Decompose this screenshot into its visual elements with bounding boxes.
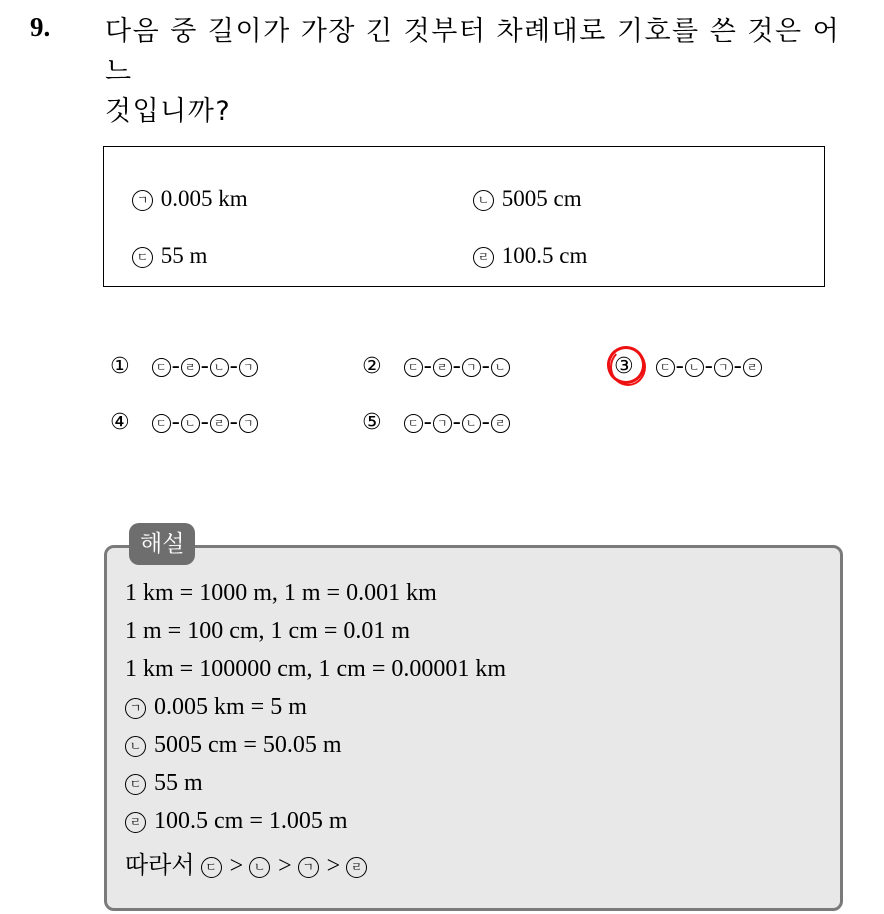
- choice-sequence: [404, 409, 510, 435]
- choice-1[interactable]: [110, 353, 258, 380]
- sequence-dash: -: [229, 409, 238, 435]
- convert-text: 5005 cm = 50.05 m: [154, 732, 342, 758]
- convert-symbol: ㄴ: [125, 736, 146, 757]
- sequence-dash: -: [423, 409, 432, 435]
- conclusion-prefix: 따라서: [125, 851, 195, 879]
- sequence-symbol: ㄱ: [462, 358, 481, 377]
- sequence-symbol: ㄱ: [239, 414, 258, 433]
- convert-text: 0.005 km = 5 m: [154, 694, 307, 720]
- choice-number: ②: [362, 354, 382, 379]
- sequence-dash: -: [200, 409, 209, 435]
- item-value: 100.5 cm: [501, 243, 588, 268]
- choice-2[interactable]: [362, 353, 510, 380]
- choice-sequence: [656, 353, 762, 379]
- solution-line-2: 1 m = 100 cm, 1 cm = 0.01 m: [125, 618, 411, 644]
- solution-line-3: 1 km = 100000 cm, 1 cm = 0.00001 km: [125, 656, 507, 682]
- sequence-symbol: ㄴ: [685, 358, 704, 377]
- choice-number: ③: [614, 354, 634, 379]
- sequence-dash: -: [200, 353, 209, 379]
- sequence-symbol: ㄴ: [210, 358, 229, 377]
- greater-than-sign: >: [223, 853, 250, 879]
- answer-mark-stroke: [610, 348, 646, 386]
- convert-symbol: ㄱ: [125, 698, 146, 719]
- conclusion-order: [201, 853, 370, 879]
- sequence-symbol: ㄷ: [404, 414, 423, 433]
- solution-convert-2: [125, 732, 342, 759]
- item-symbol: ㄴ: [473, 190, 494, 211]
- item-symbol: ㄱ: [132, 190, 153, 211]
- sequence-dash: -: [171, 353, 180, 379]
- sequence-symbol: ㄷ: [152, 358, 171, 377]
- sequence-symbol: ㄹ: [743, 358, 762, 377]
- order-symbol: ㄹ: [346, 857, 367, 878]
- item-symbol: ㄹ: [473, 247, 494, 268]
- sequence-symbol: ㄹ: [210, 414, 229, 433]
- item-value: 55 m: [160, 243, 208, 268]
- convert-text: 100.5 cm = 1.005 m: [154, 808, 348, 834]
- choice-sequence: [152, 353, 258, 379]
- sequence-symbol: ㄴ: [491, 358, 510, 377]
- solution-convert-1: [125, 694, 307, 721]
- order-symbol: ㄷ: [201, 857, 222, 878]
- sequence-dash: -: [704, 353, 713, 379]
- items-box: [103, 146, 825, 287]
- sequence-dash: -: [452, 409, 461, 435]
- sequence-dash: -: [733, 353, 742, 379]
- sequence-symbol: ㄷ: [656, 358, 675, 377]
- sequence-symbol: ㄱ: [714, 358, 733, 377]
- sequence-dash: -: [452, 353, 461, 379]
- choice-number: ①: [110, 354, 130, 379]
- choice-sequence: [152, 409, 258, 435]
- order-symbol: ㄴ: [249, 857, 270, 878]
- greater-than-sign: >: [320, 853, 347, 879]
- solution-conclusion: [125, 845, 369, 880]
- sequence-symbol: ㄹ: [181, 358, 200, 377]
- solution-convert-3: [125, 770, 203, 797]
- item-2: [473, 186, 582, 212]
- sequence-symbol: ㄱ: [433, 414, 452, 433]
- sequence-dash: -: [423, 353, 432, 379]
- question-number: 9.: [30, 12, 51, 42]
- sequence-symbol: ㄴ: [181, 414, 200, 433]
- order-symbol: ㄱ: [298, 857, 319, 878]
- greater-than-sign: >: [272, 853, 298, 879]
- convert-text: 55 m: [154, 770, 203, 796]
- question-line-2: 것입니까?: [105, 96, 232, 127]
- convert-symbol: ㄹ: [125, 812, 146, 833]
- solution-convert-4: [125, 808, 348, 835]
- convert-symbol: ㄷ: [125, 774, 146, 795]
- sequence-symbol: ㄴ: [462, 414, 481, 433]
- choice-number: ⑤: [362, 410, 382, 435]
- item-4: [473, 243, 587, 269]
- item-symbol: ㄷ: [132, 247, 153, 268]
- sequence-dash: -: [481, 409, 490, 435]
- question-line-1: 다음 중 길이가 가장 긴 것부터 차례대로 기호를 쓴 것은 어느: [105, 16, 841, 87]
- choice-5[interactable]: [362, 409, 510, 436]
- item-value: 0.005 km: [160, 186, 248, 211]
- sequence-dash: -: [171, 409, 180, 435]
- sequence-dash: -: [481, 353, 490, 379]
- sequence-symbol: ㄹ: [491, 414, 510, 433]
- choice-4[interactable]: [110, 409, 258, 436]
- item-3: [132, 243, 207, 269]
- sequence-symbol: ㄷ: [404, 358, 423, 377]
- sequence-symbol: ㄹ: [433, 358, 452, 377]
- sequence-symbol: ㄷ: [152, 414, 171, 433]
- solution-line-1: 1 km = 1000 m, 1 m = 0.001 km: [125, 580, 437, 606]
- choice-sequence: [404, 353, 510, 379]
- solution-tag: 해설: [129, 523, 195, 565]
- item-1: [132, 186, 248, 212]
- sequence-symbol: ㄱ: [239, 358, 258, 377]
- question-text: [105, 12, 865, 132]
- sequence-dash: -: [675, 353, 684, 379]
- sequence-dash: -: [229, 353, 238, 379]
- item-value: 5005 cm: [501, 186, 582, 211]
- choice-number: ④: [110, 410, 130, 435]
